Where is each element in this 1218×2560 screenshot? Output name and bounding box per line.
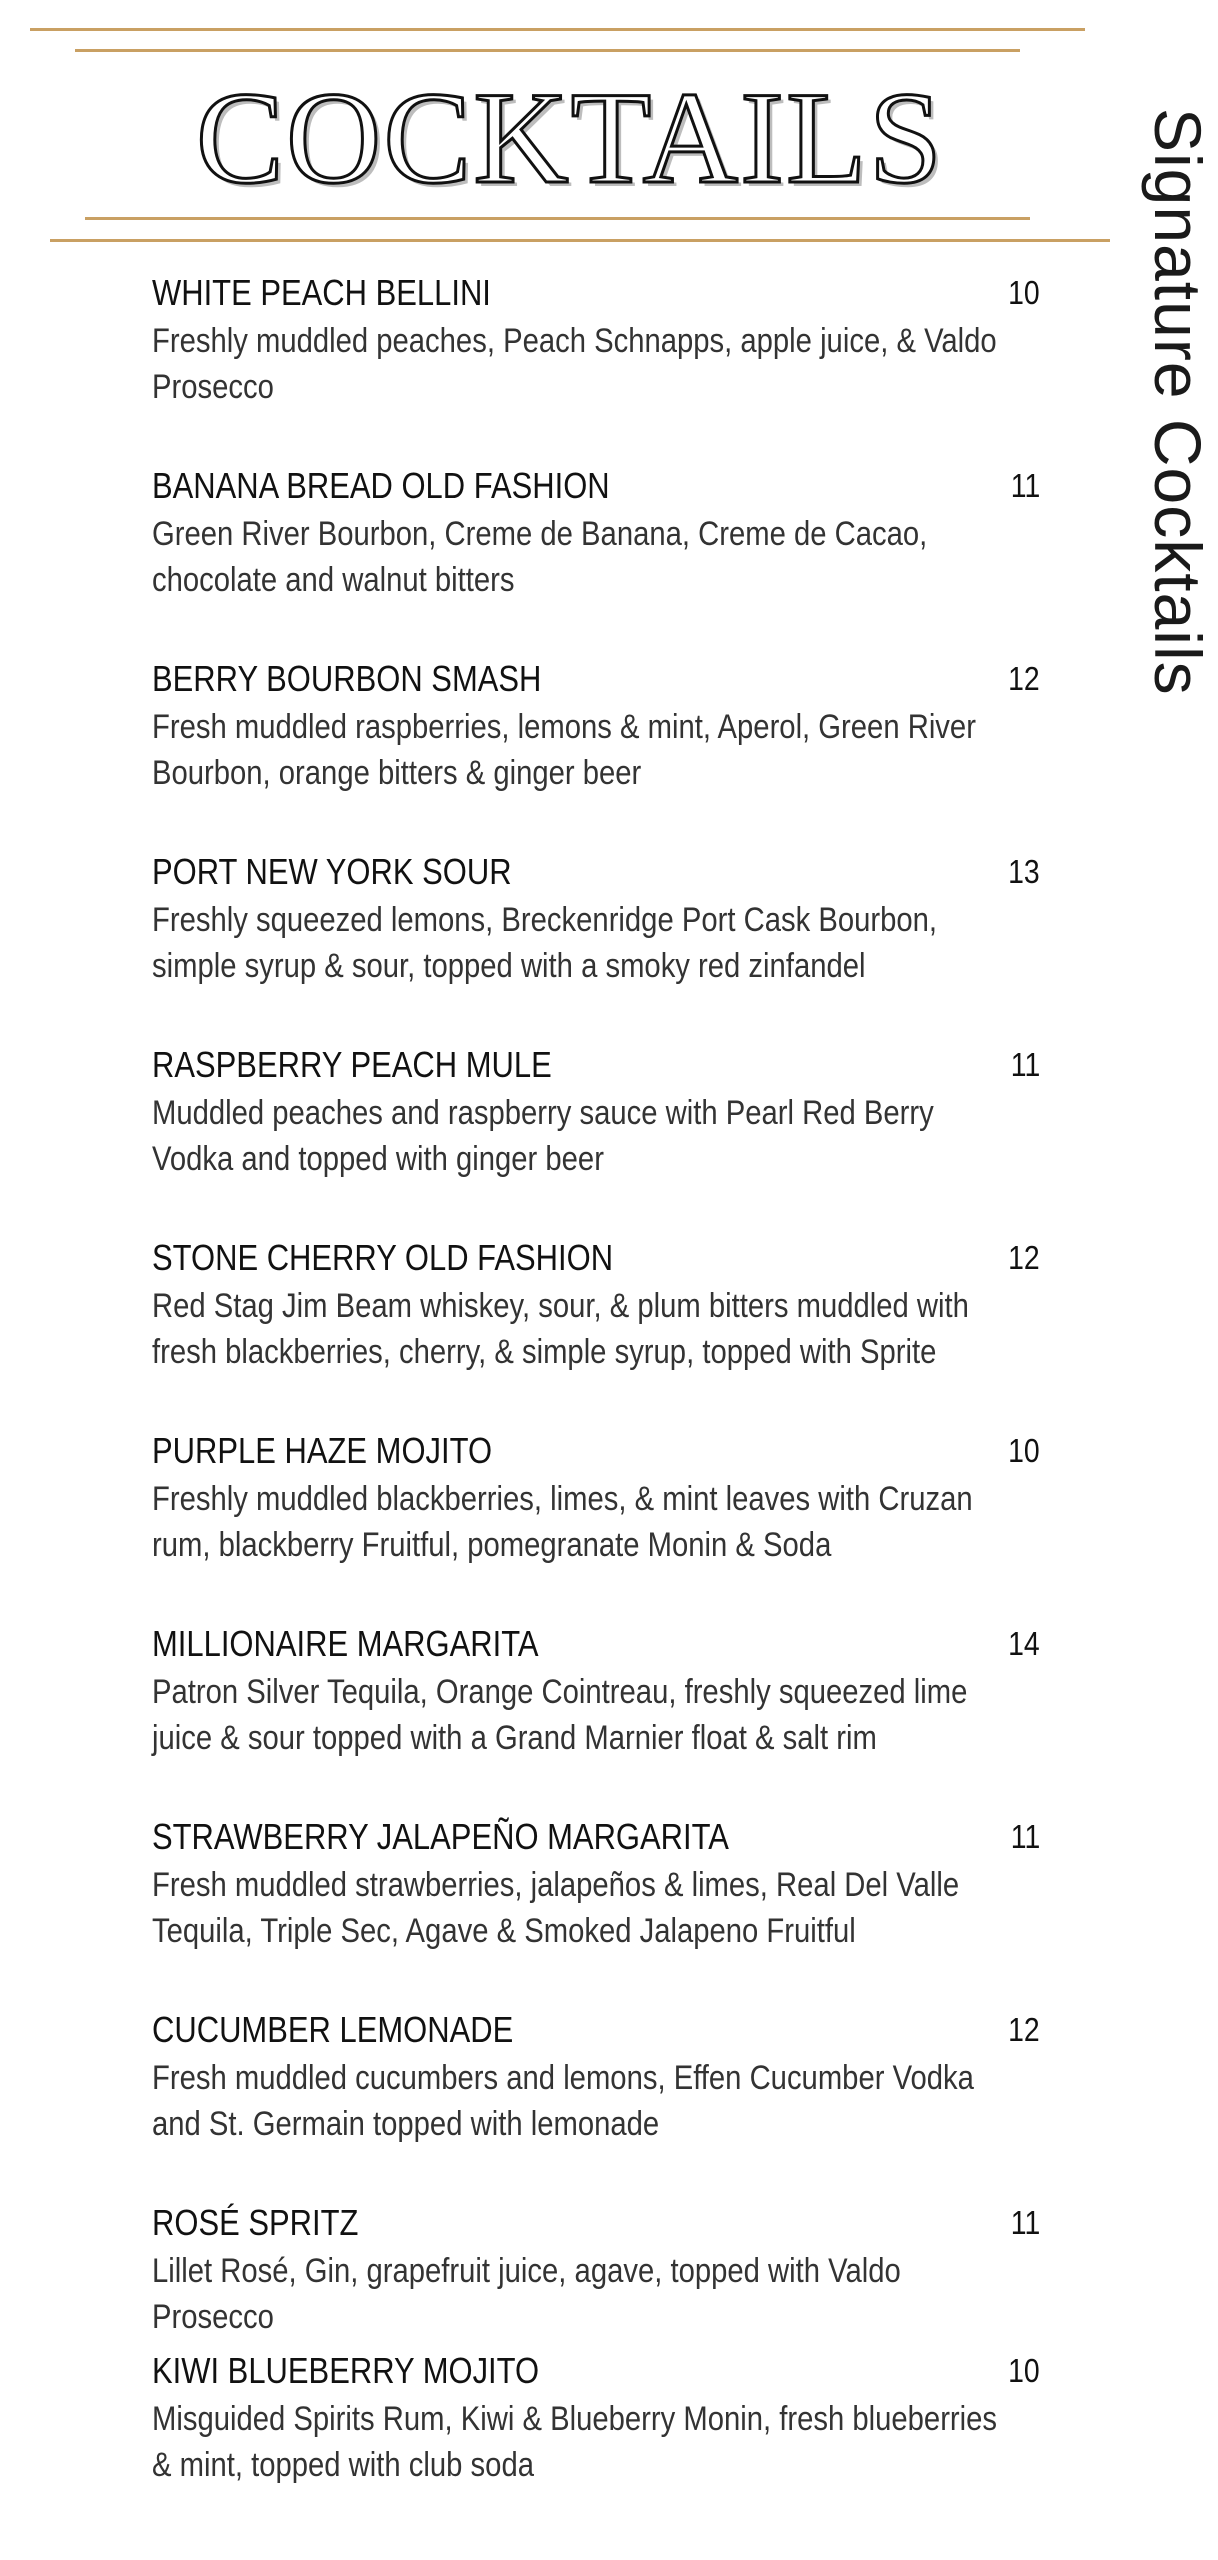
menu-item-price: 11: [1010, 1818, 1040, 1855]
menu-item-name: BANANA BREAD OLD FASHION: [152, 465, 610, 506]
menu-item-price: 10: [1008, 274, 1040, 311]
menu-item-name: PORT NEW YORK SOUR: [152, 851, 512, 892]
menu-item: [152, 2005, 1040, 2198]
menu-item: [152, 1426, 1040, 1619]
menu-item-price: 12: [1008, 2011, 1040, 2048]
menu-item: [152, 461, 1040, 654]
page-title: COCKTAILS: [195, 64, 945, 211]
top-gold-rule: [30, 28, 1085, 31]
menu-item-description: Lillet Rosé, Gin, grapefruit juice, agave, topped with Valdo Prosecco: [152, 2252, 901, 2336]
menu-item: [152, 268, 1040, 461]
menu-item: [152, 2346, 1040, 2539]
menu-item-description: Red Stag Jim Beam whiskey, sour, & plum bitters muddled with fresh blackberries, cherry, & simple syrup, topped with Sprite: [152, 1287, 969, 1371]
menu-item-header: [152, 2198, 1040, 2248]
menu-item-name: PURPLE HAZE MOJITO: [152, 1430, 493, 1471]
menu-item-description: Fresh muddled cucumbers and lemons, Effen Cucumber Vodka and St. Germain topped with lemonade: [152, 2059, 974, 2143]
bottom-inner-gold-rule: [85, 217, 1030, 220]
menu-item-header: [152, 1426, 1040, 1476]
menu-item-description: Freshly muddled blackberries, limes, & mint leaves with Cruzan rum, blackberry Fruitful, pomegranate Monin & Soda: [152, 1480, 973, 1564]
menu-item-name: WHITE PEACH BELLINI: [152, 272, 491, 313]
menu-item-price: 12: [1008, 660, 1040, 697]
top-inner-gold-rule: [75, 49, 1020, 52]
menu-item-price: 13: [1008, 853, 1040, 890]
menu-item-description: Patron Silver Tequila, Orange Cointreau, freshly squeezed lime juice & sour topped with a Grand Marnier float & salt rim: [152, 1673, 968, 1757]
menu-item-price: 12: [1008, 1239, 1040, 1276]
menu-item-name: STONE CHERRY OLD FASHION: [152, 1237, 614, 1278]
menu-item-name: CUCUMBER LEMONADE: [152, 2009, 514, 2050]
menu-item-price: 11: [1010, 1046, 1040, 1083]
menu-item: [152, 2198, 1040, 2346]
menu-item: [152, 1040, 1040, 1233]
menu-item-description: Muddled peaches and raspberry sauce with Pearl Red Berry Vodka and topped with ginger beer: [152, 1094, 934, 1178]
menu-item-header: [152, 1040, 1040, 1090]
menu-item-description: Freshly squeezed lemons, Breckenridge Port Cask Bourbon, simple syrup & sour, topped with a smoky red zinfandel: [152, 901, 938, 985]
bottom-gold-rule: [50, 239, 1110, 242]
menu-item-name: ROSÉ SPRITZ: [152, 2202, 359, 2243]
menu-item: [152, 847, 1040, 1040]
menu-item-header: [152, 1812, 1040, 1862]
menu-item: [152, 1233, 1040, 1426]
menu-item-header: [152, 461, 1040, 511]
menu-item: [152, 1812, 1040, 2005]
menu-item-description: Fresh muddled raspberries, lemons & mint, Aperol, Green River Bourbon, orange bitters & ginger beer: [152, 708, 976, 792]
menu-item-price: 14: [1008, 1625, 1040, 1662]
menu-item-header: [152, 847, 1040, 897]
menu-item-description: Fresh muddled strawberries, jalapeños & limes, Real Del Valle Tequila, Triple Sec, Agave & Smoked Jalapeno Fruitful: [152, 1866, 960, 1950]
menu-item-header: [152, 1619, 1040, 1669]
menu-item-name: STRAWBERRY JALAPEÑO MARGARITA: [152, 1816, 729, 1857]
side-title: Signature Cocktails: [1141, 108, 1215, 696]
menu-item: [152, 1619, 1040, 1812]
menu-item: [152, 654, 1040, 847]
menu-item-price: 10: [1008, 1432, 1040, 1469]
menu-item-header: [152, 654, 1040, 704]
menu-item-description: Freshly muddled peaches, Peach Schnapps, apple juice, & Valdo Prosecco: [152, 322, 997, 406]
menu-item-header: [152, 2005, 1040, 2055]
menu-item-name: RASPBERRY PEACH MULE: [152, 1044, 552, 1085]
menu-item-header: [152, 2346, 1040, 2396]
menu-item-price: 11: [1010, 467, 1040, 504]
menu-item-description: Green River Bourbon, Creme de Banana, Creme de Cacao, chocolate and walnut bitters: [152, 515, 928, 599]
menu-item-price: 10: [1008, 2352, 1040, 2389]
menu-item-name: KIWI BLUEBERRY MOJITO: [152, 2350, 540, 2391]
menu-item-price: 11: [1010, 2204, 1040, 2241]
menu-item-description: Misguided Spirits Rum, Kiwi & Blueberry Monin, fresh blueberries & mint, topped with club soda: [152, 2400, 998, 2484]
menu-item-header: [152, 1233, 1040, 1283]
cocktail-menu-list: [152, 268, 1040, 2539]
menu-item-name: BERRY BOURBON SMASH: [152, 658, 542, 699]
menu-item-header: [152, 268, 1040, 318]
menu-item-name: MILLIONAIRE MARGARITA: [152, 1623, 539, 1664]
